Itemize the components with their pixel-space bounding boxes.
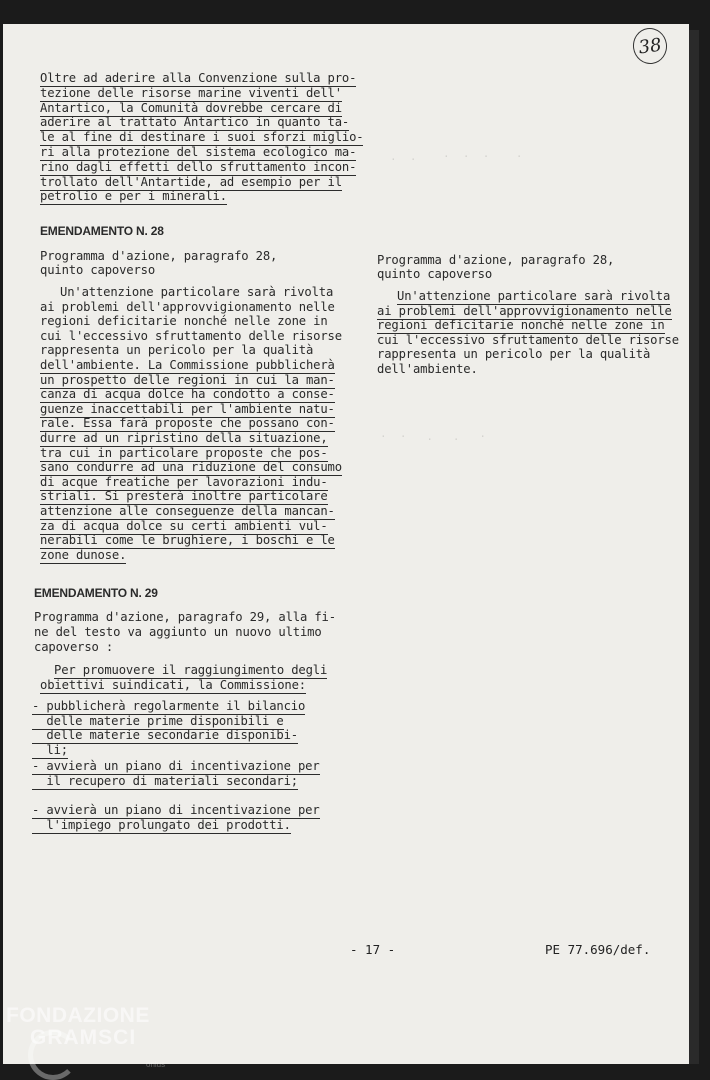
page-number-stamp: 38: [631, 26, 670, 66]
text-line: zone dunose.: [40, 547, 127, 562]
list-item-line: delle materie secondarie disponibi-: [32, 728, 298, 742]
text-line: quinto capoverso: [377, 267, 492, 281]
text-line: rale. Essa farà proposte che possano con-: [40, 416, 335, 431]
text-line: Programma d'azione, paragrafo 28,: [40, 249, 278, 263]
text-line: sano condurre ad una riduzione del consumo: [40, 460, 342, 475]
text-line: Un'attenzione particolare sarà rivolta: [397, 289, 671, 303]
list-item-line: - pubblicherà regolarmente il bilancio: [32, 699, 306, 713]
text-line: dell'ambiente. La Commissione pubblicherà: [40, 358, 335, 372]
text-line: striali. Si presterà inoltre particolare: [40, 489, 328, 504]
page-number: - 17 -: [350, 942, 396, 957]
text-line: le al fine di destinare i suoi sforzi miglio-: [40, 130, 364, 145]
text-line: dell'ambiente.: [377, 362, 478, 376]
text-line: ai problemi dell'approvvigionamento nelle: [377, 303, 672, 318]
text-line: ri alla protezione del sistema ecologico ma-: [40, 145, 357, 159]
text-line: ai problemi dell'approvvigionamento nelle: [40, 299, 335, 314]
text-line: nerabili come le brughiere, i boschi e le: [40, 533, 335, 548]
text-line: cui l'eccessivo sfruttamento delle risorse: [40, 328, 342, 343]
watermark-line2: GRAMSCI: [30, 1026, 137, 1049]
list-item-line: li;: [32, 742, 68, 757]
watermark-line1: FONDAZIONE: [6, 1004, 150, 1027]
text-line: capoverso :: [34, 640, 114, 654]
text-line: Antartico, la Comunità dovrebbe cercare di: [40, 100, 342, 115]
list-item-line: - avvierà un piano di incentivazione per: [32, 759, 320, 773]
text-line: rappresenta un pericolo per la qualità: [40, 343, 314, 358]
text-line: tra cui in particolare proposte che pos-: [40, 445, 328, 460]
list-item-line: il recupero di materiali secondari;: [32, 773, 298, 788]
show-through-text: . . · · · ·: [390, 150, 523, 163]
text-line: rino dagli effetti dello sfruttamento incon-: [40, 159, 357, 174]
text-line: canza di acqua dolce ha condotto a conse-: [40, 387, 335, 402]
text-line: za di acqua dolce su certi ambienti vul-: [40, 518, 328, 533]
watermark: [6, 1004, 150, 1049]
text-line: Oltre ad aderire alla Convenzione sulla pro-: [40, 71, 357, 85]
show-through-text: · · . . ·: [380, 430, 486, 443]
text-line: Programma d'azione, paragrafo 29, alla fi-: [34, 610, 336, 624]
text-line: quinto capoverso: [40, 263, 155, 277]
text-line: un prospetto delle regioni in cui la man-: [40, 372, 335, 387]
text-line: Un'attenzione particolare sarà rivolta: [60, 285, 334, 299]
text-line: obiettivi suindicati, la Commissione:: [40, 677, 306, 692]
text-line: aderire al trattato Antartico in quanto ta-: [40, 115, 350, 130]
text-line: Programma d'azione, paragrafo 28,: [377, 253, 615, 267]
list-item-line: l'impiego prolungato dei prodotti.: [32, 817, 291, 832]
list-item-line: - avvierà un piano di incentivazione per: [32, 803, 320, 817]
text-line: guenze inaccettabili per l'ambiente natu-: [40, 401, 335, 416]
text-line: attenzione alle conseguenze della mancan-: [40, 504, 335, 518]
text-line: di acque freatiche per lavorazioni indu-: [40, 474, 328, 489]
list-item-line: delle materie prime disponibili e: [32, 713, 284, 728]
text-line: cui l'eccessivo sfruttamento delle risorse: [377, 332, 679, 347]
text-line: regioni deficitarie nonché nelle zone in: [40, 314, 328, 329]
text-line: regioni deficitarie nonché nelle zone in: [377, 318, 665, 333]
text-line: tezione delle risorse marine viventi dell': [40, 85, 342, 100]
text-line: trollato dell'Antartide, ad esempio per il: [40, 174, 342, 189]
document-reference: PE 77.696/def.: [545, 942, 651, 957]
text-line: durre ad un ripristino della situazione,: [40, 431, 328, 445]
text-line: Per promuovere il raggiungimento degli: [54, 663, 328, 677]
text-line: ne del testo va aggiunto un nuovo ultimo: [34, 625, 322, 639]
watermark-sub: onlus: [146, 1060, 166, 1069]
text-line: petrolio e per i minerali.: [40, 189, 227, 204]
amendment-29-heading: EMENDAMENTO N. 29: [34, 586, 158, 600]
text-line: rappresenta un pericolo per la qualità: [377, 347, 651, 362]
page-edge-shadow: [689, 30, 699, 1064]
amendment-28-heading: EMENDAMENTO N. 28: [40, 224, 164, 238]
